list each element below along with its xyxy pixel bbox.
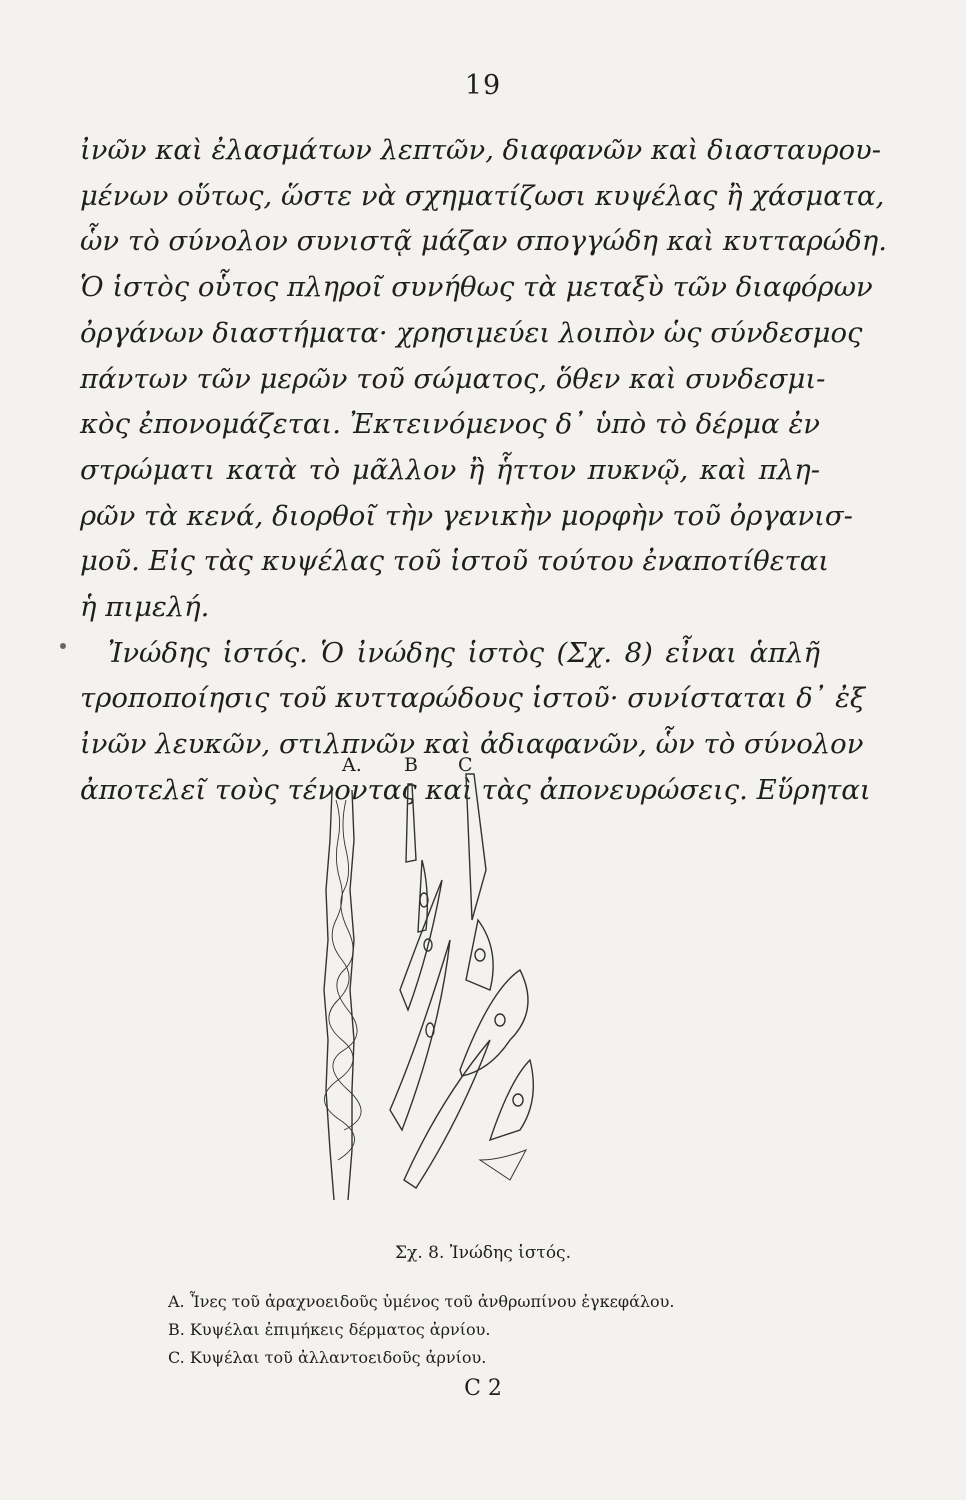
legend-item-a: A. Ἶνες τοῦ ἀραχνοειδοῦς ὑμένος τοῦ ἀνθρωπίνου ἐγκεφάλου. xyxy=(168,1292,675,1311)
figure-fibrous-tissue xyxy=(290,740,550,1220)
legend-item-b: B. Κυψέλαι ἐπιμήκεις δέρματος ἀρνίου. xyxy=(168,1320,491,1339)
legend-item-c: C. Κυψέλαι τοῦ ἀλλαντοειδοῦς ἀρνίου. xyxy=(168,1348,487,1367)
text-line: ἀποτελεῖ τοὺς τένοντας καὶ τὰς ἀπονευρώσεις. Εὕρηται xyxy=(80,773,871,806)
figure-legend xyxy=(168,1288,788,1372)
margin-mark xyxy=(60,643,66,649)
text-line: ὧν τὸ σύνολον συνιστᾷ μάζαν σπογγώδη καὶ κυτταρώδη. xyxy=(80,225,887,258)
figure-label-c: C xyxy=(458,754,473,776)
text-line: στρώματι κατὰ τὸ μᾶλλον ἢ ἧττον πυκνῷ, καὶ πλη- xyxy=(80,453,820,486)
text-line: ἡ πιμελή. xyxy=(80,591,210,624)
body-text xyxy=(80,128,887,814)
text-line: Ὁ ἱστὸς οὗτος πληροῖ συνήθως τὰ μεταξὺ τῶν διαφόρων xyxy=(80,271,873,304)
text-line: ὀργάνων διαστήματα· χρησιμεύει λοιπὸν ὡς σύνδεσμος xyxy=(80,316,863,349)
signature-mark: C 2 xyxy=(464,1376,502,1401)
text-line: κὸς ἐπονομάζεται. Ἐκτεινόμενος δ᾽ ὑπὸ τὸ δέρμα ἐν xyxy=(80,408,820,441)
text-line: ἰνῶν καὶ ἐλασμάτων λεπτῶν, διαφανῶν καὶ διασταυρου- xyxy=(80,134,882,166)
text-line: τροποποίησις τοῦ κυτταρώδους ἱστοῦ· συνίσταται δ᾽ ἐξ xyxy=(80,682,866,715)
text-line: ἰνῶν λευκῶν, στιλπνῶν καὶ ἀδιαφανῶν, ὧν τὸ σύνολον xyxy=(80,728,864,761)
text-line: πάντων τῶν μερῶν τοῦ σώματος, ὅθεν καὶ συνδεσμι- xyxy=(80,362,826,395)
figure-label-b: B xyxy=(404,754,418,776)
figure-label-a: A. xyxy=(342,754,362,776)
page-number: 19 xyxy=(464,70,502,101)
text-line: μοῦ. Εἰς τὰς κυψέλας τοῦ ἱστοῦ τούτου ἐναποτίθεται xyxy=(80,545,830,578)
section-heading-line: Ἰνώδης ἱστός. Ὁ ἰνώδης ἱστὸς (Σχ. 8) εἶναι ἁπλῆ xyxy=(108,636,820,669)
text-line: μένων οὕτως, ὥστε νὰ σχηματίζωσι κυψέλας ἢ χάσματα, xyxy=(80,179,885,212)
text-line: ρῶν τὰ κενά, διορθοῖ τὴν γενικὴν μορφὴν τοῦ ὀργανισ- xyxy=(80,499,853,532)
figure-caption: Σχ. 8. Ἰνώδης ἱστός. xyxy=(395,1243,571,1263)
fibrous-tissue-illustration xyxy=(290,740,550,1220)
